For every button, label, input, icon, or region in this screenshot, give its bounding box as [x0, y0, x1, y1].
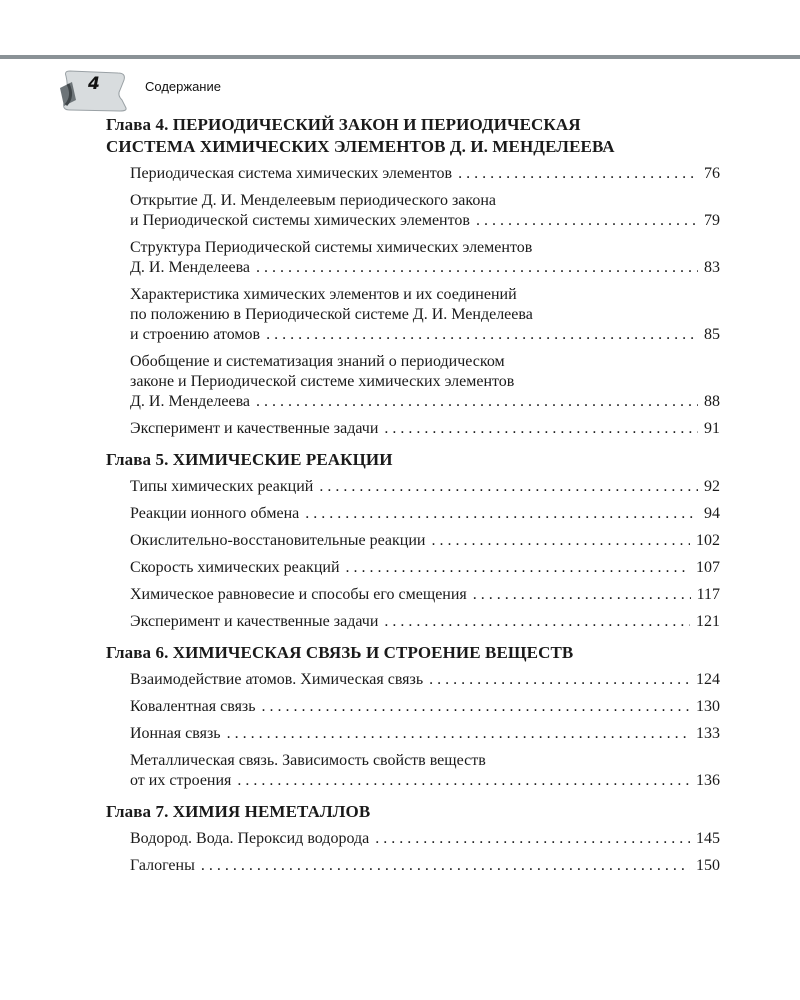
toc-entry-line: законе и Периодической системе химических элементов	[130, 373, 515, 390]
toc-entry[interactable]	[130, 352, 720, 412]
toc-entry[interactable]	[130, 697, 720, 717]
toc-page-number: 145	[696, 830, 720, 847]
toc-entry-title: Химическое равновесие и способы его смещения	[130, 586, 467, 603]
dot-leader	[201, 856, 690, 876]
toc-entry-line: Характеристика химических элементов и их соединений	[130, 286, 517, 303]
toc-entry-title: и строению атомов	[130, 326, 261, 343]
toc-page-number: 92	[704, 478, 720, 495]
toc-entry[interactable]	[130, 751, 720, 791]
toc-page-number: 88	[704, 393, 720, 410]
toc-entry-title: Периодическая система химических элементов	[130, 165, 453, 182]
toc-entry-title: Скорость химических реакций	[130, 559, 340, 576]
toc-entry[interactable]	[130, 585, 720, 605]
toc-entry-title: Ковалентная связь	[130, 698, 256, 715]
toc-entry-title: от их строения	[130, 772, 232, 789]
toc-page-number: 94	[704, 505, 720, 522]
dot-leader	[262, 697, 690, 717]
toc-entry-title: и Периодической системы химических элементов	[130, 212, 470, 229]
toc-page-number: 83	[704, 259, 720, 276]
dot-leader	[319, 477, 698, 497]
chapter-title	[106, 114, 720, 158]
toc-page-number: 133	[696, 725, 720, 742]
running-head: Содержание	[145, 79, 221, 94]
toc-entry-title: Водород. Вода. Пероксид водорода	[130, 830, 370, 847]
chapter-section	[106, 642, 720, 791]
dot-leader	[375, 829, 690, 849]
toc-entry-line: по положению в Периодической системе Д. И. Менделеева	[130, 306, 533, 323]
chapter-section	[106, 114, 720, 439]
chapter-title-line: СИСТЕМА ХИМИЧЕСКИХ ЭЛЕМЕНТОВ Д. И. МЕНДЕЛЕЕВА	[106, 137, 615, 156]
toc-entry[interactable]	[130, 285, 720, 345]
dot-leader	[256, 392, 698, 412]
toc-page-number: 117	[696, 586, 720, 603]
chapter-title	[106, 449, 720, 471]
toc-entry-title: Ионная связь	[130, 725, 221, 742]
toc-page-number: 150	[696, 857, 720, 874]
toc-page-number: 76	[704, 165, 720, 182]
toc-entry-line: Структура Периодической системы химических элементов	[130, 239, 533, 256]
toc-entry[interactable]	[130, 829, 720, 849]
chapter-title-line: Глава 7. ХИМИЯ НЕМЕТАЛЛОВ	[106, 802, 371, 821]
toc-entry-title: Взаимодействие атомов. Химическая связь	[130, 671, 424, 688]
toc-entry[interactable]	[130, 504, 720, 524]
page-number: 4	[88, 74, 100, 94]
dot-leader	[384, 419, 698, 439]
dot-leader	[227, 724, 690, 744]
toc-entry-title: Типы химических реакций	[130, 478, 314, 495]
chapter-title	[106, 642, 720, 664]
chapter-title	[106, 801, 720, 823]
toc-entry-title: Эксперимент и качественные задачи	[130, 420, 379, 437]
toc-page-number: 91	[704, 420, 720, 437]
toc-page-number: 121	[696, 613, 720, 630]
toc-entry-title: Галогены	[130, 857, 195, 874]
toc-page-number: 107	[696, 559, 720, 576]
chapter-section	[106, 449, 720, 632]
dot-leader	[237, 771, 690, 791]
toc-entry[interactable]	[130, 531, 720, 551]
toc-entry-line: Обобщение и систематизация знаний о периодическом	[130, 353, 505, 370]
dot-leader	[476, 211, 698, 231]
dot-leader	[346, 558, 690, 578]
toc-page-number: 136	[696, 772, 720, 789]
toc-entry[interactable]	[130, 724, 720, 744]
dot-leader	[431, 531, 690, 551]
dot-leader	[458, 164, 698, 184]
toc-entry-title: Окислительно-восстановительные реакции	[130, 532, 426, 549]
toc-entry[interactable]	[130, 856, 720, 876]
table-of-contents	[106, 114, 720, 886]
toc-page-number: 102	[696, 532, 720, 549]
toc-entry[interactable]	[130, 238, 720, 278]
toc-entry-line: Открытие Д. И. Менделеевым периодического закона	[130, 192, 497, 209]
toc-page-number: 79	[704, 212, 720, 229]
dot-leader	[473, 585, 691, 605]
toc-entry[interactable]	[130, 419, 720, 439]
dot-leader	[305, 504, 698, 524]
toc-entry[interactable]	[130, 191, 720, 231]
toc-entry[interactable]	[130, 164, 720, 184]
chapter-section	[106, 801, 720, 876]
dot-leader	[266, 325, 698, 345]
dot-leader	[429, 670, 690, 690]
toc-entry-line: Металлическая связь. Зависимость свойств веществ	[130, 752, 486, 769]
toc-page-number: 130	[696, 698, 720, 715]
toc-entry[interactable]	[130, 477, 720, 497]
toc-page-number: 85	[704, 326, 720, 343]
dot-leader	[256, 258, 698, 278]
toc-entry-title: Д. И. Менделеева	[130, 259, 251, 276]
top-rule	[0, 55, 800, 59]
toc-entry[interactable]	[130, 670, 720, 690]
toc-page-number: 124	[696, 671, 720, 688]
chapter-title-line: Глава 5. ХИМИЧЕСКИЕ РЕАКЦИИ	[106, 450, 393, 469]
toc-entry[interactable]	[130, 612, 720, 632]
toc-entry[interactable]	[130, 558, 720, 578]
toc-entry-title: Д. И. Менделеева	[130, 393, 251, 410]
chapter-title-line: Глава 6. ХИМИЧЕСКАЯ СВЯЗЬ И СТРОЕНИЕ ВЕЩЕСТВ	[106, 643, 574, 662]
dot-leader	[384, 612, 690, 632]
toc-entry-title: Эксперимент и качественные задачи	[130, 613, 379, 630]
toc-entry-title: Реакции ионного обмена	[130, 505, 300, 522]
chapter-title-line: Глава 4. ПЕРИОДИЧЕСКИЙ ЗАКОН И ПЕРИОДИЧЕСКАЯ	[106, 115, 581, 134]
